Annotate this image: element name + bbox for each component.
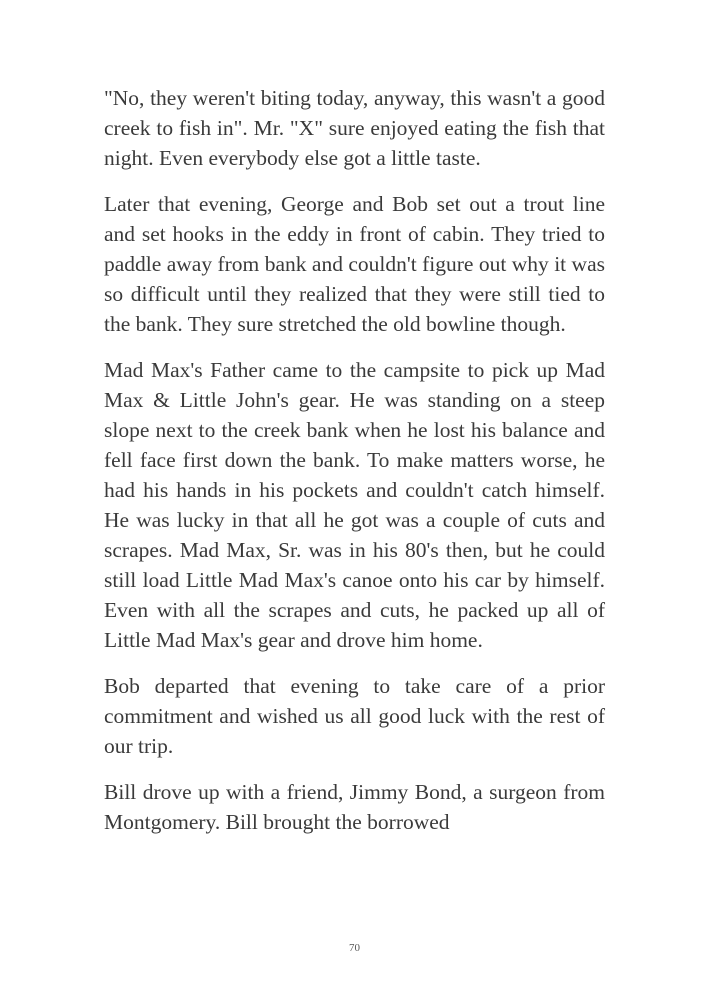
page-number: 70	[349, 942, 360, 954]
paragraph: Mad Max's Father came to the campsite to pick up Mad Max & Little John's gear. He was standing on a steep slope next to the creek bank when he lost his balance and fell face first down the bank. To make matters worse, he had his hands in his pockets and couldn't catch himself. He was lucky in that all he got was a couple of cuts and scrapes. Mad Max, Sr. was in his 80's then, but he could still load Little Mad Max's canoe onto his car by himself. Even with all the scrapes and cuts, he packed up all of Little Mad Max's gear and drove him home.	[104, 358, 605, 652]
paragraph: Bob departed that evening to take care of a prior commitment and wished us all good luck with the rest of our trip.	[104, 674, 605, 758]
paragraph: "No, they weren't biting today, anyway, this wasn't a good creek to fish in". Mr. "X" sure enjoyed eating the fish that night. Even everybody else got a little taste.	[104, 86, 605, 170]
paragraph: Bill drove up with a friend, Jimmy Bond, a surgeon from Montgomery. Bill brought the borrowed	[104, 780, 605, 834]
body-text	[104, 83, 605, 853]
paragraph: Later that evening, George and Bob set out a trout line and set hooks in the eddy in front of cabin. They tried to paddle away from bank and couldn't figure out why it was so difficult until they realized that they were still tied to the bank. They sure stretched the old bowline though.	[104, 192, 605, 336]
